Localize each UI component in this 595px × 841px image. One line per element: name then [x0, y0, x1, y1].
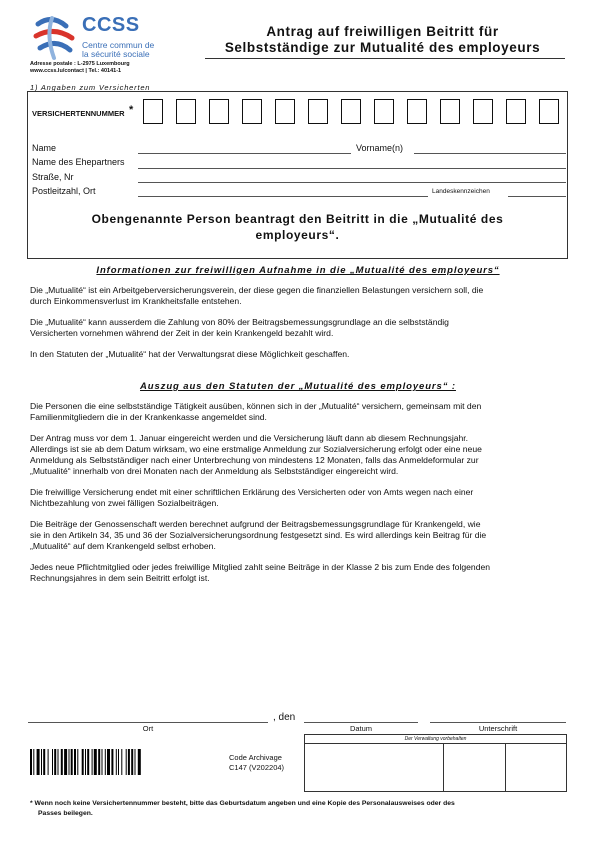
date-field[interactable] — [304, 722, 418, 723]
insurance-number-digit-box[interactable] — [176, 99, 196, 124]
insurance-number-digit-box[interactable] — [539, 99, 559, 124]
footnote-star: * — [129, 104, 134, 116]
insurance-number-digit-box[interactable] — [341, 99, 361, 124]
barcode-icon — [30, 749, 210, 775]
street-field[interactable] — [138, 182, 566, 183]
admin-box-divider — [304, 743, 567, 744]
postcode-city-field[interactable] — [138, 196, 428, 197]
org-subtitle-line1: Centre commun de — [82, 40, 155, 50]
insurance-number-digit-box[interactable] — [440, 99, 460, 124]
archive-code-label: Code Archivage — [229, 753, 282, 762]
spouse-name-label: Name des Ehepartners — [32, 157, 125, 167]
info-paragraph-1: Die „Mutualité“ ist ein Arbeitgeberversicherungsverein, der diese gegen die finanziellen Belastungen versichern soll, die durch Einkommensverlust im Krankheitsfalle entstehen. — [30, 285, 484, 306]
postcode-city-label: Postleitzahl, Ort — [32, 186, 96, 196]
admin-reserved-label: Der Verwaltung vorbehalten — [404, 736, 467, 742]
info-paragraph-3: In den Statuten der „Mutualité“ hat der Verwaltungsrat diese Möglichkeit geschaffen. — [30, 349, 350, 359]
statutes-paragraph-3: Die freiwillige Versicherung endet mit einer schriftlichen Erklärung des Versicherten oder von Amts wegen nach einer Nichtbezahlung von zwei fälligen Sozialbeiträgen. — [30, 487, 474, 508]
insurance-number-digit-box[interactable] — [209, 99, 229, 124]
insurance-number-digit-box[interactable] — [473, 99, 493, 124]
org-name: CCSS — [82, 14, 140, 36]
insurance-number-digit-box[interactable] — [506, 99, 526, 124]
archive-code-value: C147 (V202204) — [229, 763, 285, 772]
name-field[interactable] — [138, 153, 351, 154]
country-code-field[interactable] — [508, 196, 566, 197]
insurance-number-digit-box[interactable] — [242, 99, 262, 124]
place-field[interactable] — [28, 722, 268, 723]
insurance-number-digit-box[interactable] — [143, 99, 163, 124]
first-name-field[interactable] — [414, 153, 566, 154]
admin-box-column-divider — [443, 743, 444, 792]
admin-box-column-divider — [505, 743, 506, 792]
spouse-name-field[interactable] — [138, 168, 566, 169]
statutes-paragraph-2: Der Antrag muss vor dem 1. Januar eingereicht werden und die Versicherung läuft dann ab diesem Rechnungsjahr. Allerdings ist sie ab dem Datum wirksam, wo eine erstmalige Anmeldung zur Sozialversicherung erfolgt oder eine neue Anmeldung als Selbstständiger nach einer Unterbrechung von mindestens 12 Monaten, falls das Anmeldeformular zur „Mutualité“ innerhalb von drei Monaten nach der Anmeldung als Selbstständiger eingereicht wird. — [30, 433, 482, 476]
footnote-line1: * Wenn noch keine Versichertennummer besteht, bitte das Geburtsdatum angeben und eine Kopie des Personalausweises oder des — [30, 800, 455, 807]
street-label: Straße, Nr — [32, 172, 74, 182]
country-code-label: Landeskennzeichen — [432, 188, 490, 195]
name-label: Name — [32, 143, 57, 153]
first-name-label: Vorname(n) — [356, 143, 404, 153]
statutes-paragraph-5: Jedes neue Pflichtmitglied oder jedes freiwillige Mitglied zahlt seine Beiträge in der Klasse 2 bis zum Ende des folgenden Rechnungsjahres in dem sein Beitritt erfolgt ist. — [30, 562, 491, 583]
signature-label: Unterschrift — [478, 724, 518, 733]
postal-address: Adresse postale : L-2975 Luxembourg — [30, 61, 130, 67]
place-label: Ort — [142, 724, 154, 733]
form-title-line1: Antrag auf freiwilligen Beitritt für — [266, 24, 499, 39]
declaration-line2: employeurs“. — [255, 228, 340, 242]
footnote-line2: Passes beilegen. — [38, 810, 93, 817]
den-text: , den — [273, 712, 296, 723]
insurance-number-label: VERSICHERTENNUMMER — [32, 109, 125, 118]
insurance-number-digit-box[interactable] — [308, 99, 328, 124]
insurance-number-digit-box[interactable] — [407, 99, 427, 124]
signature-field[interactable] — [430, 722, 566, 723]
section1-label: 1) Angaben zum Versicherten — [30, 83, 151, 92]
form-title-line2: Selbstständige zur Mutualité des employeurs — [224, 40, 541, 55]
org-subtitle-line2: la sécurité sociale — [82, 49, 150, 59]
statutes-paragraph-1: Die Personen die eine selbstständige Tätigkeit ausüben, können sich in der „Mutualité“ versichern, gemeinsam mit den Familienmitgliedern die in der Krankenkasse angemeldet sind. — [30, 401, 482, 422]
statutes-heading: Auszug aus den Statuten der „Mutualité des employeurs“ : — [140, 381, 456, 392]
insurance-number-digit-box[interactable] — [275, 99, 295, 124]
info-paragraph-2: Die „Mutualité“ kann ausserdem die Zahlung von 80% der Beitragsbemessungsgrundlage an die selbstständig Versicherten vornehmen während der Zeit in der kein Krankengeld bezahlt wird. — [30, 317, 449, 338]
info-heading: Informationen zur freiwilligen Aufnahme in die „Mutualité des employeurs“ — [96, 265, 500, 276]
statutes-paragraph-4: Die Beiträge der Genossenschaft werden berechnet aufgrund der Beitragsbemessungsgrundlage für Krankengeld, wie sie in den Artikeln 34, 35 und 36 der Sozialversicherungsordnung festgesetzt sind. Es wird allerdings kein Beitrag für die „Mutualité“ auf dem Krankengeld selbst erhoben. — [30, 519, 487, 551]
insurance-number-digit-box[interactable] — [374, 99, 394, 124]
contact-line: www.ccss.lu/contact | Tel.: 40141-1 — [30, 68, 122, 74]
declaration-line1: Obengenannte Person beantragt den Beitritt in die „Mutualité des — [91, 212, 504, 226]
date-label: Datum — [349, 724, 373, 733]
title-divider — [205, 58, 565, 59]
